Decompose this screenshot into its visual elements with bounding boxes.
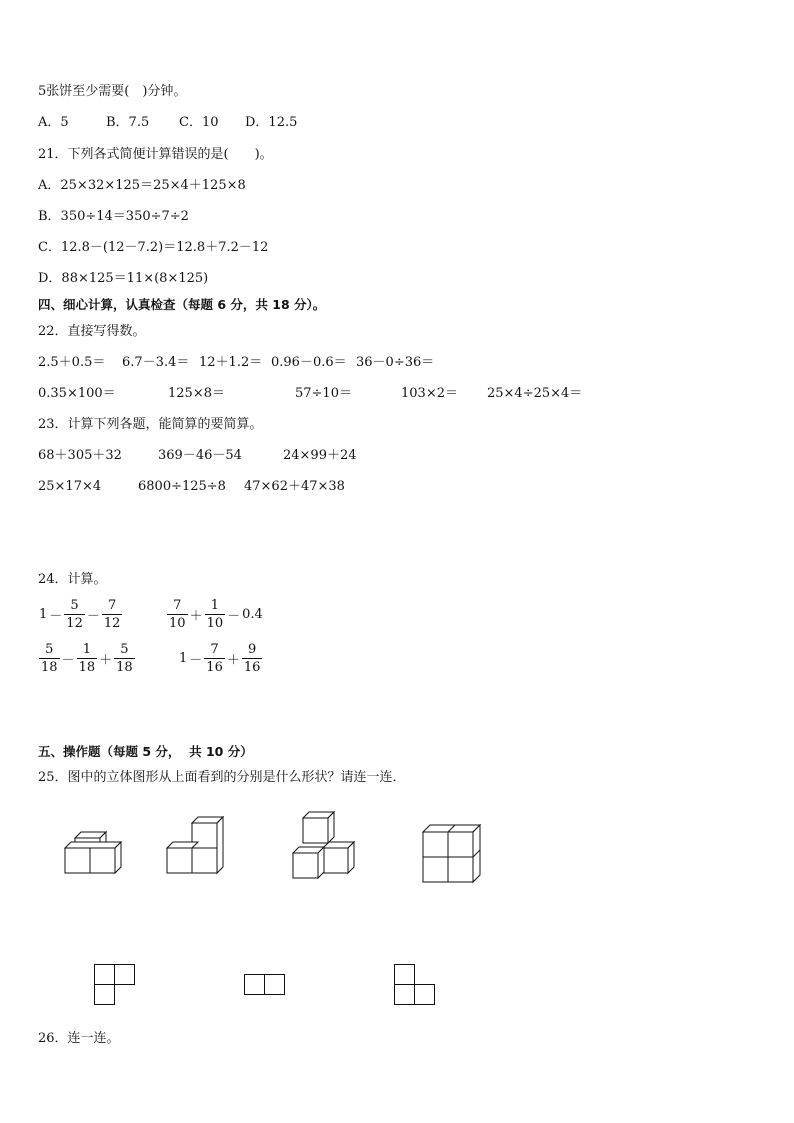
top-view-3: [394, 964, 436, 1006]
fraction: 5 18: [116, 642, 133, 675]
q22-r1-c4: 0.96－0.6＝: [271, 355, 347, 370]
q23-r2-c3: 47×62＋47×38: [244, 479, 345, 494]
solid-figure-1: [60, 830, 130, 880]
fraction: 9 16: [243, 642, 261, 675]
top-view-2: [244, 974, 286, 996]
q22-r1-c5: 36－0÷36＝: [356, 355, 435, 370]
q24-expr-4: [178, 641, 263, 676]
solid-figure-2: [162, 815, 232, 880]
fraction: 1 18: [78, 642, 96, 675]
q22-r2-c3: 57÷10＝: [295, 386, 352, 401]
q21-option-c: C．12.8－(12－7.2)＝12.8＋7.2－12: [38, 240, 269, 255]
q20-option-b: B．7.5: [106, 115, 150, 130]
fraction: 7 16: [206, 642, 223, 675]
q22-r2-c4: 103×2＝: [401, 386, 458, 401]
q23-r2-c2: 6800÷125÷8: [138, 479, 226, 494]
q20-option-d: D．12.5: [245, 115, 298, 130]
q24-stem: 24．计算。: [38, 572, 107, 587]
lead-number: 1: [179, 651, 188, 666]
operator: －: [189, 653, 203, 668]
q23-r1-c2: 369－46－54: [158, 448, 242, 463]
tail-number: 0.4: [242, 607, 263, 622]
q25-stem: 25．图中的立体图形从上面看到的分别是什么形状？请连一连．: [38, 770, 406, 785]
top-view-1: [94, 964, 136, 1006]
operator: ＋: [189, 609, 203, 624]
q20-option-a: A．5: [38, 115, 69, 130]
q20-option-c: C．10: [179, 115, 219, 130]
q24-expr-2: [166, 597, 264, 632]
q24-expr-1: [38, 597, 123, 632]
q22-r1-c3: 12＋1.2＝: [199, 355, 263, 370]
q23-r1-c1: 68＋305＋32: [38, 448, 122, 463]
fraction: 1 10: [206, 598, 224, 631]
solid-figure-3: [288, 810, 368, 882]
fraction: 5 12: [66, 598, 83, 631]
q22-r1-c1: 2.5＋0.5＝: [38, 355, 106, 370]
q22-r2-c2: 125×8＝: [168, 386, 225, 401]
q23-stem: 23．计算下列各题，能简算的要简算。: [38, 417, 263, 432]
q21-option-d: D．88×125＝11×(8×125): [38, 271, 209, 286]
solid-figure-4: [420, 822, 490, 887]
q22-r1-c2: 6.7－3.4＝: [122, 355, 190, 370]
q21-option-b: B．350÷14＝350÷7÷2: [38, 209, 189, 224]
section4-title: 四、细心计算，认真检查（每题 6 分，共 18 分）。: [38, 297, 326, 312]
q22-r2-c5: 25×4÷25×4＝: [487, 386, 583, 401]
q22-stem: 22．直接写得数。: [38, 324, 146, 339]
q23-r2-c1: 25×17×4: [38, 479, 102, 494]
operator: －: [86, 609, 100, 624]
operator: ＋: [99, 653, 113, 668]
q24-expr-3: [38, 641, 136, 676]
q21-option-a: A．25×32×125＝25×4＋125×8: [38, 178, 246, 193]
operator: －: [49, 609, 63, 624]
q21-stem: 21．下列各式简便计算错误的是( )。: [38, 147, 273, 162]
q23-r1-c3: 24×99＋24: [283, 448, 357, 463]
operator: －: [227, 609, 241, 624]
q22-r2-c1: 0.35×100＝: [38, 386, 116, 401]
section5-title: 五、操作题（每题 5 分， 共 10 分）: [38, 744, 253, 759]
fraction: 5 18: [41, 642, 58, 675]
q26-stem: 26．连一连。: [38, 1031, 120, 1046]
lead-number: 1: [39, 607, 48, 622]
operator: －: [61, 653, 75, 668]
operator: ＋: [226, 653, 240, 668]
fraction: 7 12: [103, 598, 121, 631]
fraction: 7 10: [169, 598, 186, 631]
q20-stem-tail: 5张饼至少需要( )分钟。: [38, 84, 187, 99]
